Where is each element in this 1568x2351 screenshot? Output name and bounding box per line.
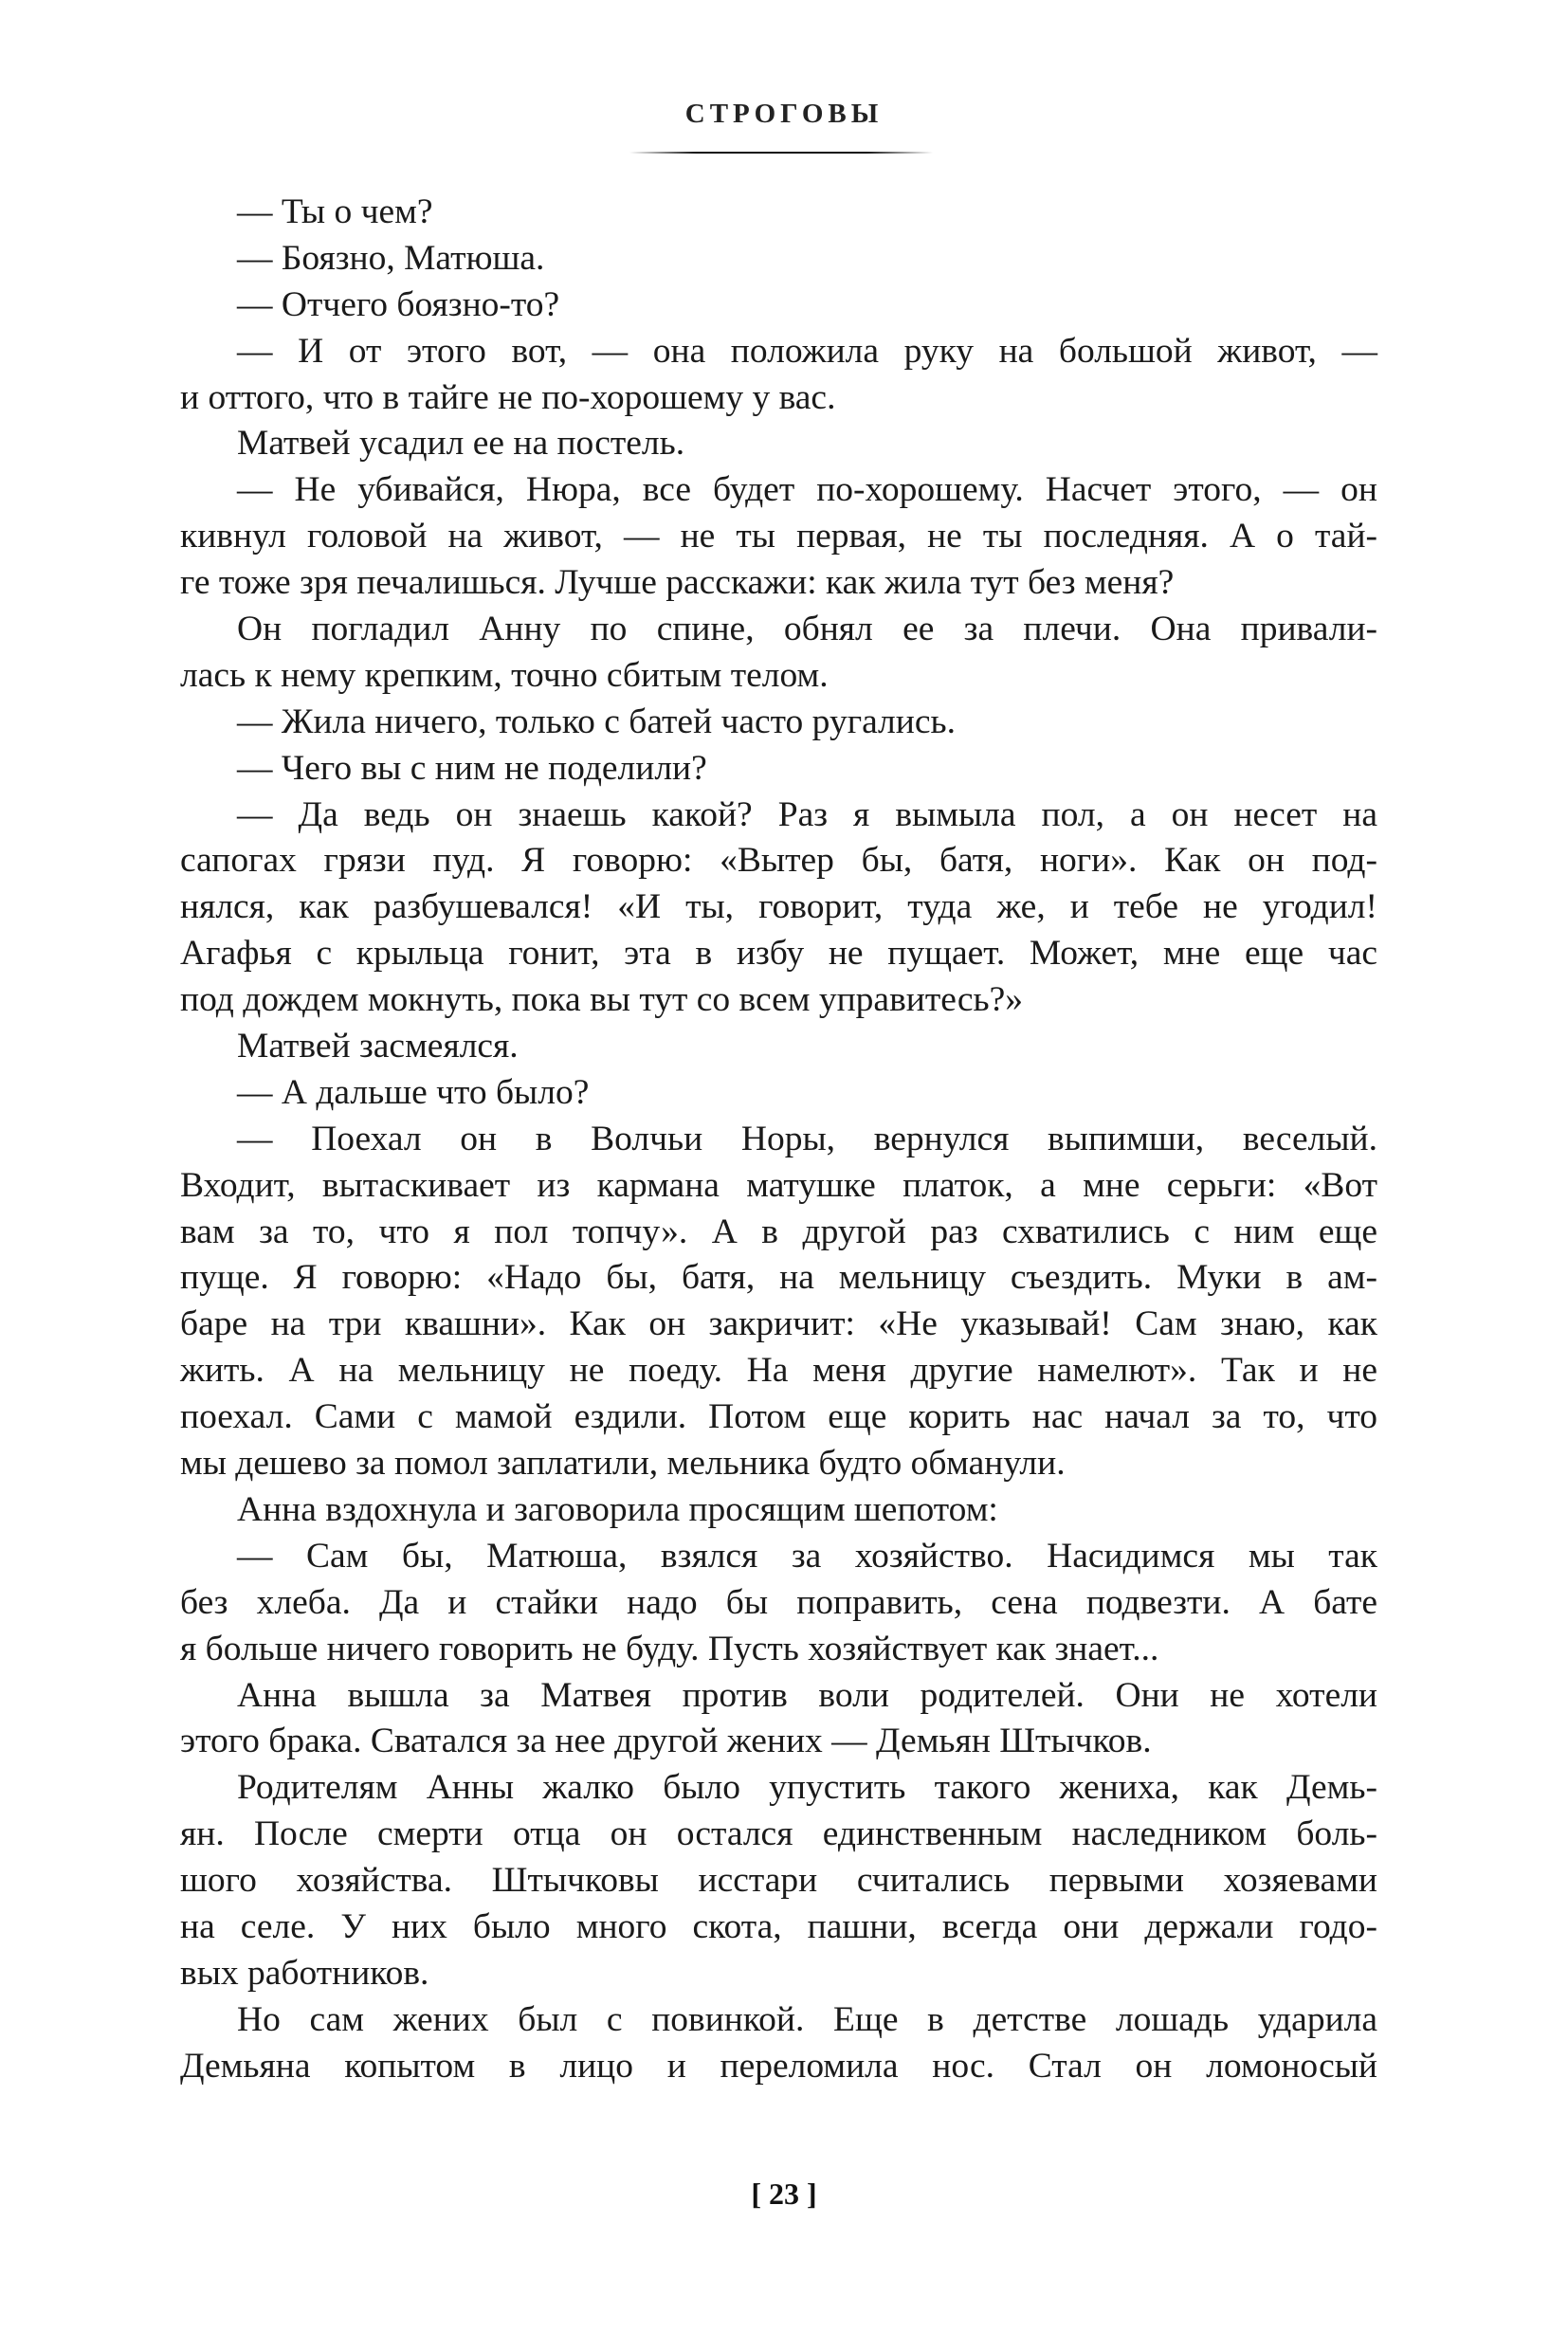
running-head: СТРОГОВЫ xyxy=(684,99,884,129)
text-line: — Сам бы, Матюша, взялся за хозяйство. Насидимся мы так xyxy=(237,1536,1377,1576)
text-line: этого брака. Сватался за нее другой жених — Демьян Штычков. xyxy=(180,1722,1152,1761)
text-line: — Боязно, Матюша. xyxy=(237,238,545,278)
text-line: поехал. Сами с мамой ездили. Потом еще корить нас начал за то, что xyxy=(180,1397,1377,1437)
text-line: — Не убивайся, Нюра, все будет по-хорошему. Насчет этого, — он xyxy=(237,470,1377,510)
header-rule xyxy=(629,152,933,154)
text-line: нялся, как разбушевался! «И ты, говорит, туда же, и тебе не угодил! xyxy=(180,887,1377,927)
text-line: Входит, вытаскивает из кармана матушке платок, а мне серьги: «Вот xyxy=(180,1165,1377,1205)
text-line: под дождем мокнуть, пока вы тут со всем управитесь?» xyxy=(180,980,1023,1020)
page-number: [ 23 ] xyxy=(751,2177,817,2211)
text-line: Родителям Анны жалко было упустить такого жениха, как Демь- xyxy=(237,1768,1377,1808)
text-line: — Ты о чем? xyxy=(237,192,433,231)
text-line: вам за то, что я пол топчу». А в другой раз схватились с ним еще xyxy=(180,1212,1377,1251)
text-line: — Отчего боязно-то? xyxy=(237,284,560,324)
text-line: вых работников. xyxy=(180,1953,429,1993)
text-line: ге тоже зря печалишься. Лучше расскажи: как жила тут без меня? xyxy=(180,563,1175,603)
text-line: — Да ведь он знаешь какой? Раз я вымыла пол, а он несет на xyxy=(237,794,1377,834)
text-line: — И от этого вот, — она положила руку на большой живот, — xyxy=(237,331,1377,371)
body-text xyxy=(180,190,1377,2090)
text-line: пуще. Я говорю: «Надо бы, батя, на мельницу съездить. Муки в ам- xyxy=(180,1258,1377,1298)
text-line: баре на три квашни». Как он закричит: «Не указывай! Сам знаю, как xyxy=(180,1304,1377,1344)
text-line: и оттого, что в тайге не по-хорошему у вас. xyxy=(180,377,836,417)
text-line: ян. После смерти отца он остался единственным наследником боль- xyxy=(180,1814,1377,1854)
text-line: шого хозяйства. Штычковы исстари считались первыми хозяевами xyxy=(180,1861,1377,1901)
text-line: Анна вздохнула и заговорила просящим шепотом: xyxy=(237,1489,998,1529)
text-line: Анна вышла за Матвея против воли родителей. Они не хотели xyxy=(237,1675,1377,1715)
text-line: мы дешево за помол заплатили, мельника будто обманули. xyxy=(180,1444,1066,1484)
text-line: Агафья с крыльца гонит, эта в избу не пущает. Может, мне еще час xyxy=(180,934,1377,974)
text-line: Матвей усадил ее на постель. xyxy=(237,424,685,464)
text-line: жить. А на мельницу не поеду. На меня другие намелют». Так и не xyxy=(180,1351,1377,1391)
text-line: я больше ничего говорить не буду. Пусть хозяйствует как знает... xyxy=(180,1629,1159,1668)
text-line: без хлеба. Да и стайки надо бы поправить, сена подвезти. А бате xyxy=(180,1582,1377,1622)
text-line: Матвей засмеялся. xyxy=(237,1027,519,1066)
text-line: сапогах грязи пуд. Я говорю: «Вытер бы, батя, ноги». Как он под- xyxy=(180,841,1377,881)
text-line: кивнул головой на живот, — не ты первая, не ты последняя. А о тай- xyxy=(180,517,1377,556)
text-line: — А дальше что было? xyxy=(237,1072,590,1112)
text-line: на селе. У них было много скота, пашни, всегда они держали годо- xyxy=(180,1906,1377,1946)
text-line: Он погладил Анну по спине, обнял ее за плечи. Она привали- xyxy=(237,610,1377,649)
text-line: Демьяна копытом в лицо и переломила нос. Стал он ломоносый xyxy=(180,2046,1377,2086)
text-line: лась к нему крепким, точно сбитым телом. xyxy=(180,655,829,695)
text-line: — Чего вы с ним не поделили? xyxy=(237,748,707,788)
text-line: — Жила ничего, только с батей часто ругались. xyxy=(237,702,956,741)
text-line: — Поехал он в Волчьи Норы, вернулся выпимши, веселый. xyxy=(237,1119,1377,1158)
text-line: Но сам жених был с повинкой. Еще в детстве лошадь ударила xyxy=(237,1999,1377,2039)
